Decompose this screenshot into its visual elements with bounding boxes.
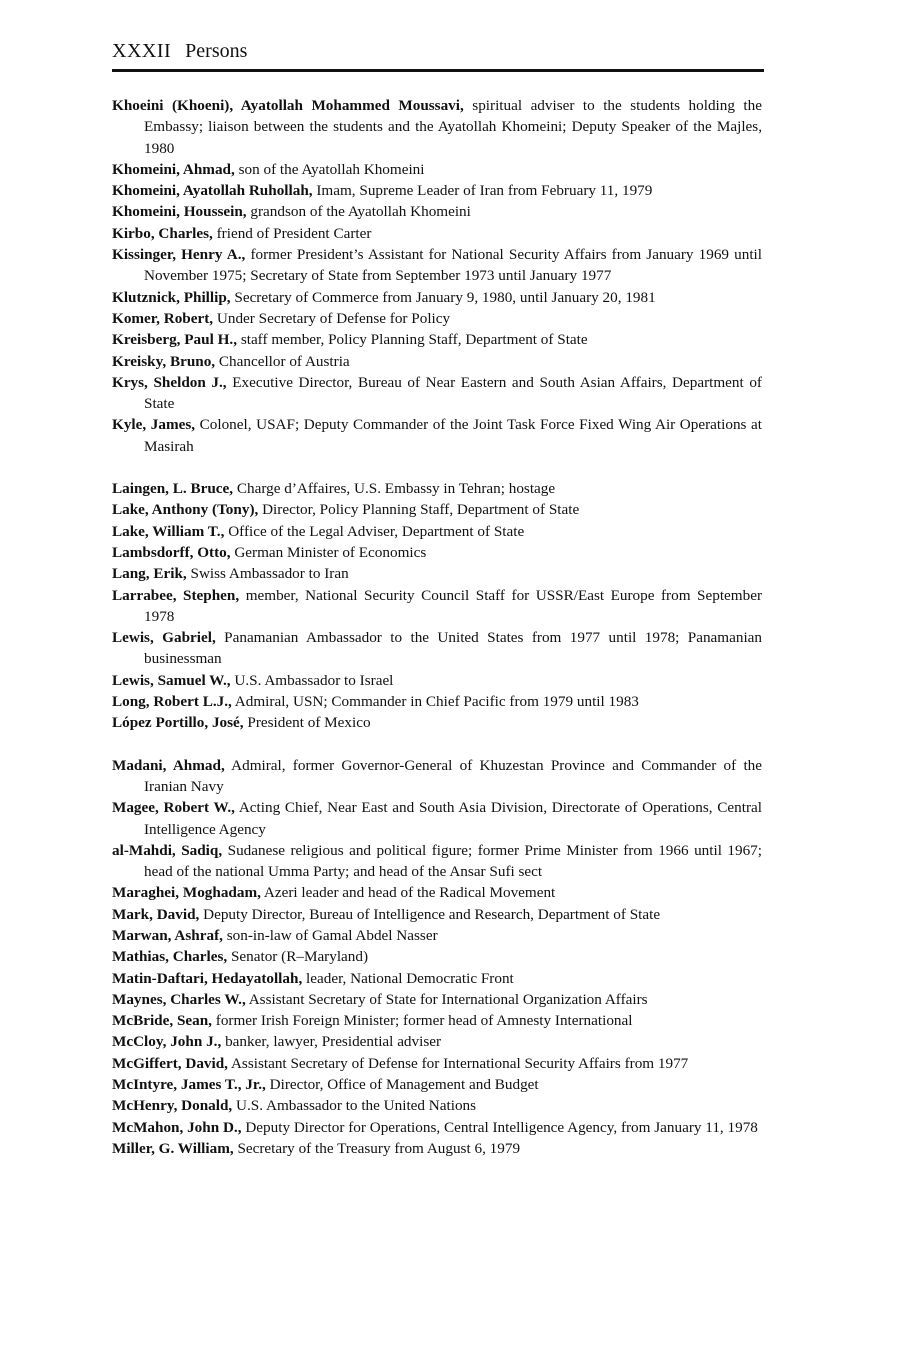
person-name: Lang, Erik,	[112, 565, 187, 583]
person-name: Matin-Daftari, Hedayatollah,	[112, 969, 303, 987]
person-entry	[112, 670, 762, 691]
person-name: Lake, William T.,	[112, 522, 225, 540]
person-name: Long, Robert L.J.,	[112, 693, 232, 711]
person-description: Deputy Director for Operations, Central Intelligence Agency, from January 11, 1978	[245, 1118, 758, 1136]
person-name: Kreisky, Bruno,	[112, 352, 216, 370]
person-name: Miller, G. William,	[112, 1139, 234, 1157]
person-entry	[112, 1117, 762, 1138]
person-name: McCloy, John J.,	[112, 1033, 222, 1051]
person-description: Chancellor of Austria	[218, 352, 350, 370]
person-entry	[112, 372, 762, 415]
person-entry	[112, 691, 762, 712]
person-entry	[112, 223, 762, 244]
person-name: Klutznick, Phillip,	[112, 288, 231, 306]
person-entry	[112, 1010, 762, 1031]
person-description: Acting Chief, Near East and South Asia Division, Directorate of Operations, Central Intelligence Agency	[144, 799, 763, 838]
person-name: Maraghei, Moghadam,	[112, 884, 261, 902]
person-entry	[112, 521, 762, 542]
person-description: Charge d’Affaires, U.S. Embassy in Tehran; hostage	[236, 480, 556, 498]
running-header	[112, 37, 764, 72]
person-name: Laingen, L. Bruce,	[112, 480, 234, 498]
person-name: McHenry, Donald,	[112, 1097, 233, 1115]
person-description: Deputy Director, Bureau of Intelligence and Research, Department of State	[203, 905, 661, 923]
person-entry	[112, 542, 762, 563]
person-name: Khoeini (Khoeni), Ayatollah Mohammed Moussavi,	[112, 97, 464, 114]
person-description: son of the Ayatollah Khomeini	[238, 160, 425, 178]
person-description: U.S. Ambassador to Israel	[234, 671, 394, 689]
person-description: Secretary of the Treasury from August 6, 1979	[237, 1139, 521, 1157]
person-description: German Minister of Economics	[234, 543, 427, 561]
person-description: Azeri leader and head of the Radical Movement	[263, 884, 556, 902]
person-entry	[112, 882, 762, 903]
person-entry	[112, 180, 762, 201]
person-entry	[112, 329, 762, 350]
persons-list	[112, 95, 762, 1159]
person-entry	[112, 1031, 762, 1052]
letter-group	[112, 95, 762, 457]
person-entry	[112, 201, 762, 222]
person-entry	[112, 95, 762, 159]
person-description: Admiral, former Governor-General of Khuzestan Province and Commander of the Iranian Navy	[144, 756, 762, 795]
person-description: Imam, Supreme Leader of Iran from February 11, 1979	[316, 182, 653, 200]
person-entry	[112, 797, 762, 840]
person-entry	[112, 989, 762, 1010]
person-entry	[112, 585, 762, 628]
person-description: Panamanian Ambassador to the United States from 1977 until 1978; Panamanian businessman	[144, 629, 763, 668]
person-entry	[112, 925, 762, 946]
person-entry	[112, 946, 762, 967]
person-name: Kreisberg, Paul H.,	[112, 331, 238, 349]
person-description: Senator (R–Maryland)	[230, 948, 369, 966]
person-entry	[112, 563, 762, 584]
person-description: Sudanese religious and political figure; former Prime Minister from 1966 until 1967; head of the national Umma Party; and head of the Ansar Sufi sect	[144, 841, 762, 881]
person-entry	[112, 351, 762, 372]
person-entry	[112, 159, 762, 180]
person-entry	[112, 287, 762, 308]
person-name: Mathias, Charles,	[112, 948, 228, 966]
person-name: McBride, Sean,	[112, 1012, 212, 1030]
person-entry	[112, 840, 762, 883]
person-name: Khomeini, Ayatollah Ruhollah,	[112, 182, 313, 200]
person-description: Executive Director, Bureau of Near Eastern and South Asian Affairs, Department of State	[144, 373, 762, 413]
person-name: Larrabee, Stephen,	[112, 586, 240, 604]
person-entry	[112, 904, 762, 925]
person-name: Kirbo, Charles,	[112, 224, 213, 242]
person-name: Khomeini, Houssein,	[112, 203, 247, 221]
person-name: McIntyre, James T., Jr.,	[112, 1076, 266, 1094]
person-name: Lambsdorff, Otto,	[112, 543, 231, 561]
person-entry	[112, 1074, 762, 1095]
person-name: McGiffert, David,	[112, 1054, 228, 1072]
person-name: McMahon, John D.,	[112, 1118, 242, 1136]
person-entry	[112, 414, 762, 457]
person-description: member, National Security Council Staff for USSR/East Europe from September 1978	[144, 586, 762, 625]
person-description: staff member, Policy Planning Staff, Department of State	[240, 331, 588, 349]
section-title: Persons	[185, 40, 248, 62]
person-entry	[112, 1053, 762, 1074]
person-name: Krys, Sheldon J.,	[112, 373, 227, 391]
person-description: grandson of the Ayatollah Khomeini	[250, 203, 471, 221]
person-description: banker, lawyer, Presidential adviser	[225, 1033, 442, 1051]
letter-group	[112, 478, 762, 734]
person-name: Kissinger, Henry A.,	[112, 246, 246, 264]
person-name: Mark, David,	[112, 905, 200, 923]
person-description: son-in-law of Gamal Abdel Nasser	[226, 926, 438, 944]
person-entry	[112, 244, 762, 287]
person-entry	[112, 1138, 762, 1159]
person-description: former President’s Assistant for National Security Affairs from January 1969 until November 1975; Secretary of State from September 1973 until January 1977	[144, 246, 762, 285]
person-description: leader, National Democratic Front	[306, 969, 514, 987]
person-description: Under Secretary of Defense for Policy	[216, 309, 451, 327]
person-description: spiritual adviser to the students holding the Embassy; liaison between the students and the Ayatollah Khomeini; Deputy Speaker of the Majles, 1980	[144, 97, 762, 157]
person-entry	[112, 308, 762, 329]
person-description: Swiss Ambassador to Iran	[190, 565, 349, 583]
person-name: Madani, Ahmad,	[112, 756, 225, 774]
person-entry	[112, 755, 762, 798]
person-name: Lewis, Gabriel,	[112, 629, 216, 647]
person-description: Director, Office of Management and Budget	[269, 1076, 539, 1094]
person-name: Kyle, James,	[112, 416, 196, 434]
person-name: Khomeini, Ahmad,	[112, 160, 235, 178]
person-description: Admiral, USN; Commander in Chief Pacific from 1979 until 1983	[234, 693, 639, 711]
person-description: former Irish Foreign Minister; former head of Amnesty International	[215, 1012, 633, 1030]
person-name: al-Mahdi, Sadiq,	[112, 841, 223, 859]
person-entry	[112, 627, 762, 670]
person-description: Secretary of Commerce from January 9, 1980, until January 20, 1981	[234, 288, 656, 306]
person-description: friend of President Carter	[216, 224, 372, 242]
person-name: Komer, Robert,	[112, 309, 214, 327]
person-description: President of Mexico	[247, 714, 371, 732]
person-name: Lewis, Samuel W.,	[112, 671, 231, 689]
page-number: XXXII	[112, 40, 172, 62]
person-description: U.S. Ambassador to the United Nations	[236, 1097, 477, 1115]
person-description: Director, Policy Planning Staff, Department of State	[262, 501, 580, 519]
person-entry	[112, 968, 762, 989]
person-description: Assistant Secretary of Defense for International Security Affairs from 1977	[230, 1054, 689, 1072]
person-name: Maynes, Charles W.,	[112, 990, 246, 1008]
person-name: Marwan, Ashraf,	[112, 926, 223, 944]
person-entry	[112, 478, 762, 499]
person-description: Office of the Legal Adviser, Department of State	[228, 522, 525, 540]
person-entry	[112, 712, 762, 733]
person-description: Colonel, USAF; Deputy Commander of the Joint Task Force Fixed Wing Air Operations at Masirah	[144, 416, 762, 455]
person-name: Magee, Robert W.,	[112, 799, 235, 817]
letter-group	[112, 755, 762, 1160]
person-name: López Portillo, José,	[112, 714, 244, 732]
person-entry	[112, 499, 762, 520]
person-name: Lake, Anthony (Tony),	[112, 501, 259, 519]
person-entry	[112, 1095, 762, 1116]
person-description: Assistant Secretary of State for International Organization Affairs	[248, 990, 648, 1008]
